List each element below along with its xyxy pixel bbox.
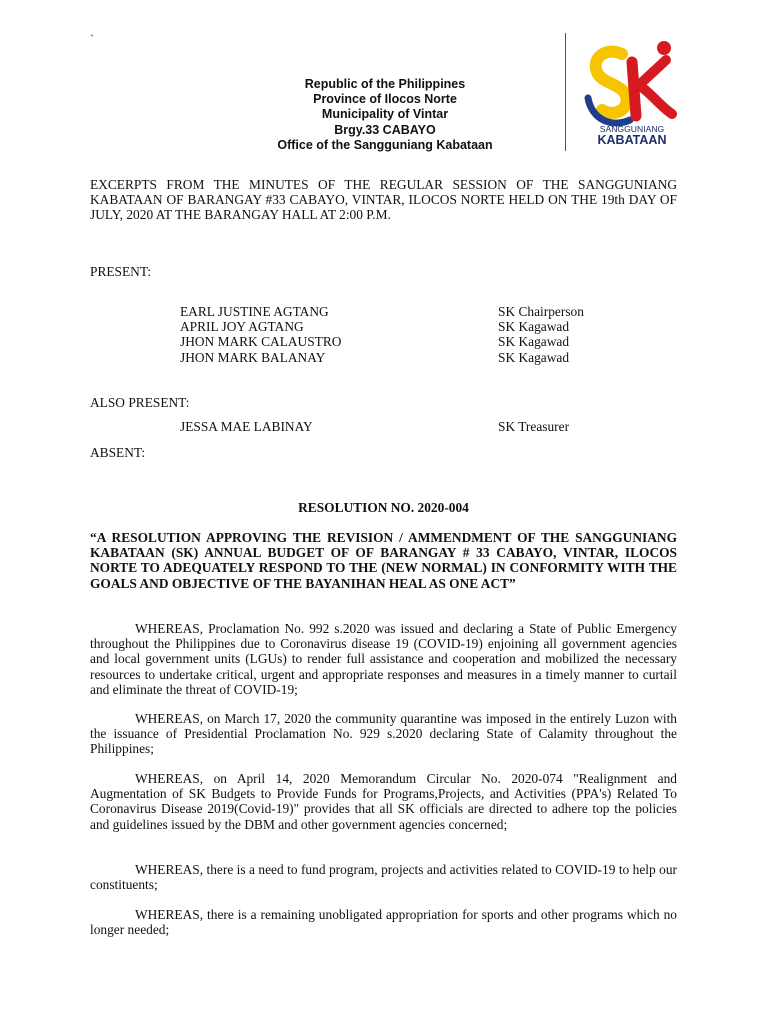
whereas-clause <box>90 771 677 832</box>
whereas-text: WHEREAS, on April 14, 2020 Memorandum Circular No. 2020-074 "Realignment and Augmentation of SK Budgets to Provide Funds for Programs,Projects, and Activities (PPA's) Related To Coronavirus Disease 2019(Covid-19)" provides that all SK officials are directed to adhere top the policies and guidelines issued by the DBM and other government agencies concerned; <box>90 771 677 832</box>
member-name: APRIL JOY AGTANG <box>180 319 304 335</box>
sangguniang-kabataan-logo <box>582 36 682 148</box>
roster-row <box>180 419 569 434</box>
stray-mark: ` <box>90 32 94 46</box>
member-name: EARL JUSTINE AGTANG <box>180 304 329 319</box>
letterhead-divider <box>565 33 566 151</box>
whereas-text: WHEREAS, on March 17, 2020 the community quarantine was imposed in the entirely Luzon with the issuance of Presidential Proclamation No. 929 s.2020 declaring State of Calamity throughout the Philippines; <box>90 711 677 757</box>
whereas-clause <box>90 907 677 937</box>
also-present-roster <box>180 419 569 434</box>
logo-text-kabataan: KABATAAN <box>597 133 667 147</box>
letterhead-line: Municipality of Vintar <box>321 107 449 122</box>
member-name: JESSA MAE LABINAY <box>180 419 313 434</box>
roster-row <box>180 304 584 319</box>
whereas-text: WHEREAS, Proclamation No. 992 s.2020 was issued and declaring a State of Public Emergency throughout the Philippines due to Coronavirus disease 19 (COVID-19) enjoining all government agencies and local government units (LGUs) to render full assistance and cooperation and mobilized the necessary resources to undertake critical, urgent and appropriate responses and measures in a timely manner to curtail and eliminate the threat of COVID-19; <box>90 621 677 697</box>
member-position: SK Kagawad <box>498 334 570 350</box>
whereas-clause <box>90 621 677 697</box>
logo-text-sangguniang: SANGGUNIANG <box>599 124 665 134</box>
resolution-title <box>90 530 677 591</box>
roster-row <box>180 334 584 349</box>
resolution-number: RESOLUTION NO. 2020-004 <box>298 500 469 515</box>
present-label: PRESENT: <box>90 264 152 279</box>
member-name: JHON MARK CALAUSTRO <box>180 334 342 350</box>
present-roster <box>180 304 584 365</box>
whereas-clause <box>90 711 677 757</box>
member-position: SK Chairperson <box>498 304 584 319</box>
roster-row <box>180 319 584 334</box>
letterhead-line: Province of Ilocos Norte <box>313 92 457 107</box>
member-position: SK Kagawad <box>498 349 570 365</box>
absent-label: ABSENT: <box>90 445 146 460</box>
letterhead-line: Office of the Sangguniang Kabataan <box>277 137 493 152</box>
whereas-clause <box>90 862 677 892</box>
minutes-excerpt-text: EXCERPTS FROM THE MINUTES OF THE REGULAR SESSION OF THE SANGGUNIANG KABATAAN OF BARANGAY #33 CABAYO, VINTAR, ILOCOS NORTE HELD ON THE 19th DAY OF JULY, 2020 AT THE BARANGAY HALL AT 2:00 P.M. <box>90 177 677 223</box>
letterhead-line: Brgy.33 CABAYO <box>334 122 436 137</box>
letterhead <box>240 77 530 153</box>
also-present-label: ALSO PRESENT: <box>90 395 190 410</box>
member-position: SK Kagawad <box>498 319 570 335</box>
whereas-text: WHEREAS, there is a remaining unobligated appropriation for sports and other programs which no longer needed; <box>90 907 677 938</box>
member-position: SK Treasurer <box>498 419 570 434</box>
member-name: JHON MARK BALANAY <box>180 349 326 365</box>
whereas-text: WHEREAS, there is a need to fund program, projects and activities related to COVID-19 to help our constituents; <box>90 862 677 893</box>
roster-row <box>180 350 584 365</box>
minutes-excerpt <box>90 177 677 223</box>
resolution-title-text: “A RESOLUTION APPROVING THE REVISION / AMMENDMENT OF THE SANGGUNIANG KABATAAN (SK) ANNUAL BUDGET OF OF BARANGAY # 33 CABAYO, VINTAR, ILOCOS NORTE TO ADEQUATELY RESPOND TO THE (NEW NORMAL) IN CONFORMITY WITH THE GOALS AND OBJECTIVE OF THE BAYANIHAN HEAL AS ONE ACT” <box>90 530 677 591</box>
letterhead-line: Republic of the Philippines <box>304 77 466 91</box>
